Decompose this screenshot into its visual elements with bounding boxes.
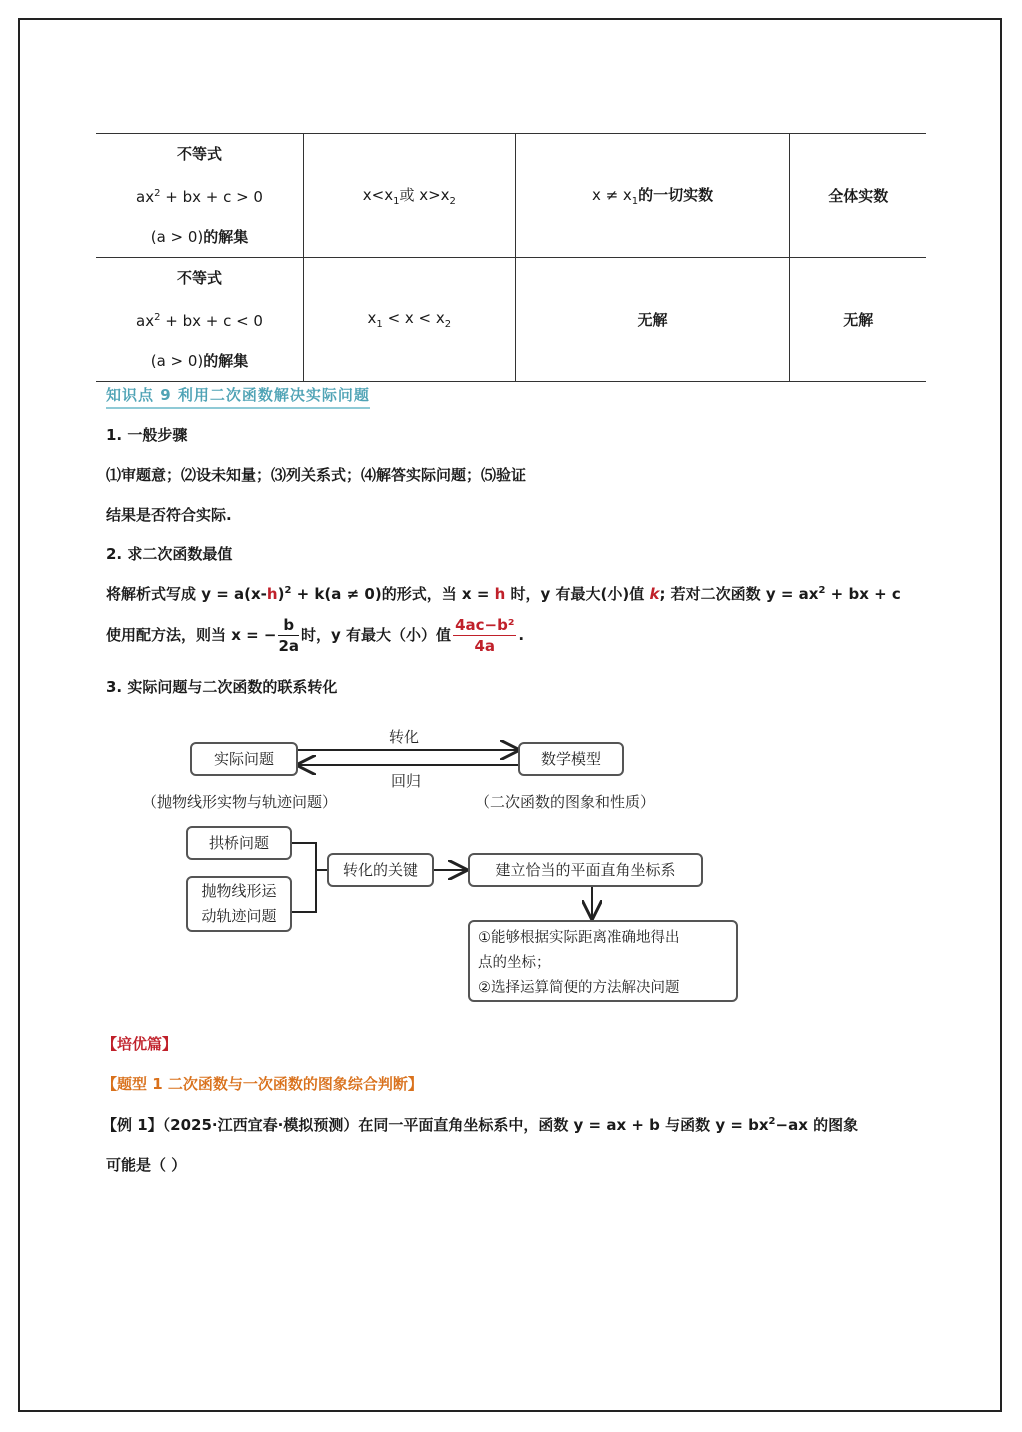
steps-line-2: 结果是否符合实际. xyxy=(106,506,232,524)
steps-line-1: ⑴审题意；⑵设未知量；⑶列关系式；⑷解答实际问题；⑸验证 xyxy=(106,466,527,484)
cell-no-root: 全体实数 xyxy=(790,134,926,258)
completing-square-line: 使用配方法，则当 x = − $\frac{b}{2a}$ 时，y 有最大（小）值 $\frac{\text{4ac−b²}}{4a}$ . xyxy=(106,616,525,655)
section-1-title: 1. 一般步骤 xyxy=(106,426,188,444)
note-parabola-objects: （抛物线形实物与轨迹问题） xyxy=(142,793,338,811)
vertex-form-line: 将解析式写成 $y = a(x-h)^2 + k(a \ne 0)$的形式，当 x = h 时，y 有最大(小)值 k; 若对二次函数 $y = ax^2$ + bx + c xyxy=(106,585,901,603)
box-conversion-key: 转化的关键 xyxy=(327,853,434,887)
cell-one-root: $x \ne x_1$的一切实数 xyxy=(515,134,790,258)
box-practical-problem: 实际问题 xyxy=(190,742,298,776)
label-convert: 转化 xyxy=(389,728,420,746)
cell-two-roots: $x<x_1$或 $x>x_2$ xyxy=(304,134,516,258)
cell-no-root: 无解 xyxy=(790,258,926,382)
advanced-label: 【培优篇】 xyxy=(102,1035,178,1053)
row-header-greater: 不等式 $ax^2$ + bx + c > 0 (a > 0)的解集 xyxy=(96,134,304,258)
label-return: 回归 xyxy=(391,772,422,790)
fraction-b-over-2a: $\frac{b}{2a}$ xyxy=(278,616,300,655)
note-quadratic-properties: （二次函数的图象和性质） xyxy=(475,793,656,811)
example-1-line-2: 可能是（ ） xyxy=(106,1156,187,1174)
box-math-model: 数学模型 xyxy=(518,742,624,776)
box-coordinate-system: 建立恰当的平面直角坐标系 xyxy=(468,853,703,887)
question-type-title: 【题型 1 二次函数与一次函数的图象综合判断】 xyxy=(102,1075,423,1093)
section-2-title: 2. 求二次函数最值 xyxy=(106,545,233,563)
bracket-connector xyxy=(291,843,316,912)
fraction-extreme-value: $\frac{\text{4ac−b²}}{4a}$ xyxy=(455,616,515,655)
row-header-less: 不等式 $ax^2$ + bx + c < 0 (a > 0)的解集 xyxy=(96,258,304,382)
box-arch-bridge: 拱桥问题 xyxy=(186,826,292,860)
box-solution-points: ①能够根据实际距离准确地得出 点的坐标； ②选择运算简便的方法解决问题 xyxy=(468,920,738,1002)
cell-two-roots: $x_1 < x < x_2$ xyxy=(304,258,516,382)
box-trajectory: 抛物线形运 动轨迹问题 xyxy=(186,876,292,932)
knowledge-point-heading: 知识点 9 利用二次函数解决实际问题 xyxy=(106,384,370,409)
cell-one-root: 无解 xyxy=(515,258,790,382)
section-3-title: 3. 实际问题与二次函数的联系转化 xyxy=(106,678,338,696)
example-1-line-1: 【例 1】（2025·江西宜春·模拟预测）在同一平面直角坐标系中，函数 y = ax + b 与函数 $y = bx^2-ax$ 的图象 xyxy=(102,1116,859,1134)
